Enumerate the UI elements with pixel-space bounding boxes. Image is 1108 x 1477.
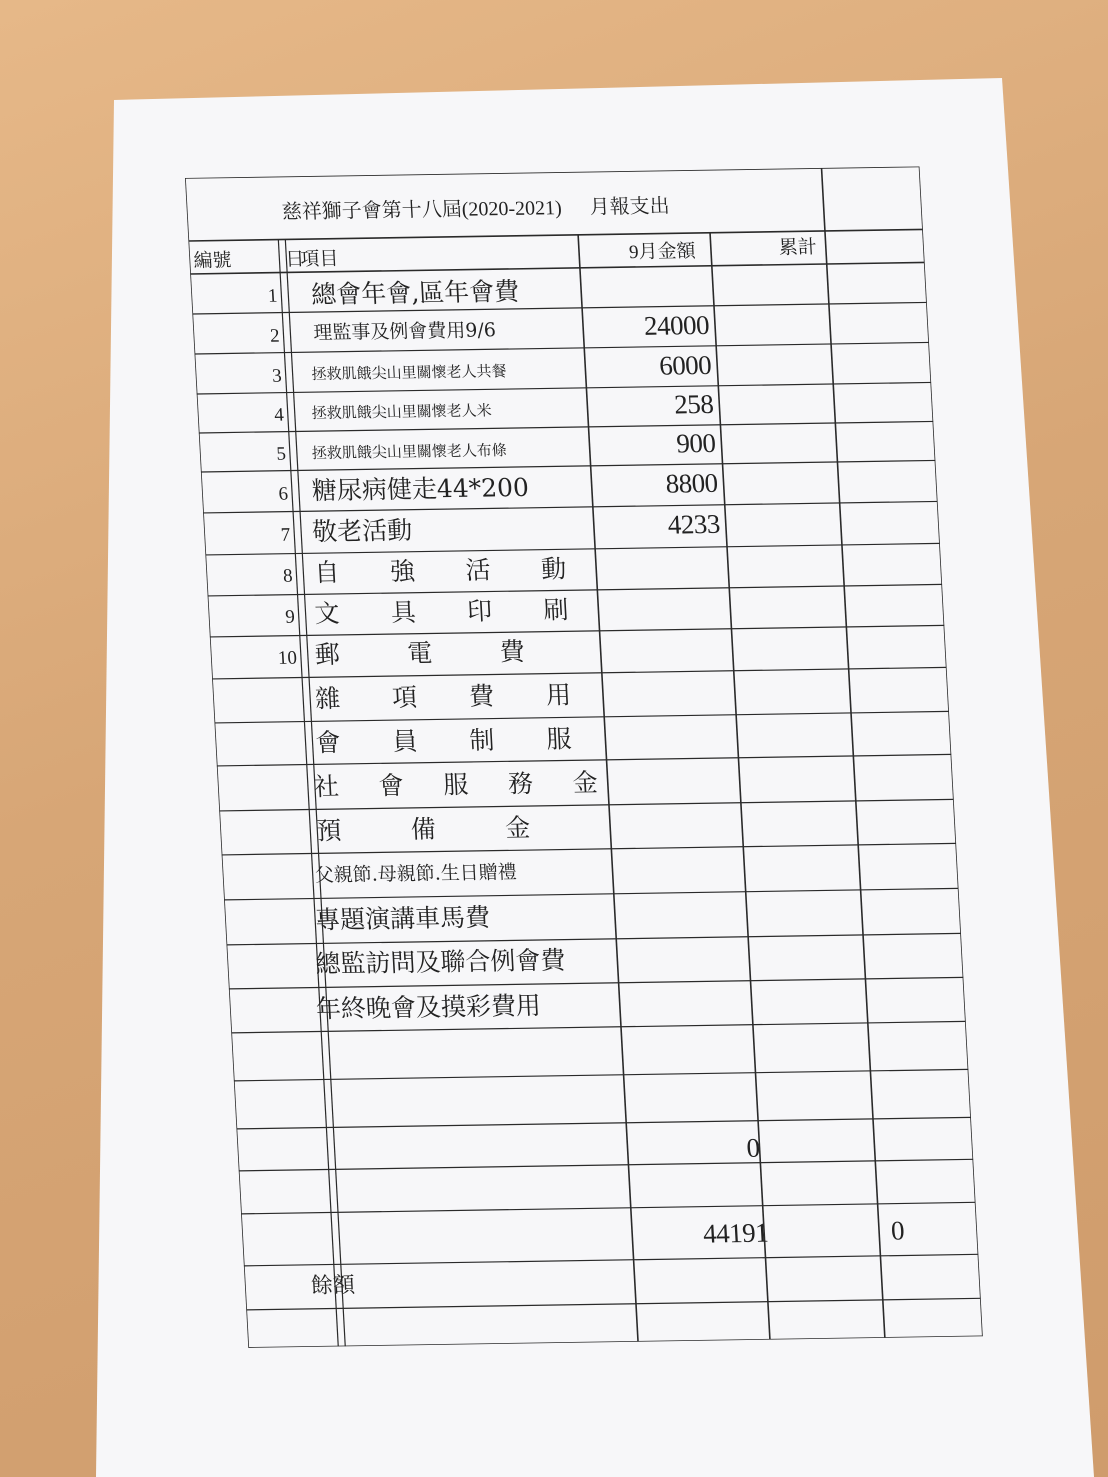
subtotal-amount: 0 bbox=[745, 1132, 761, 1163]
row-item: 敬老活動 bbox=[311, 515, 413, 547]
header-mark: 日 bbox=[284, 249, 306, 271]
row-item: 年終晚會及摸彩費用 bbox=[315, 991, 542, 1024]
row-no: 10 bbox=[277, 647, 298, 669]
row-no: 3 bbox=[271, 365, 283, 387]
row-item: 會 員 制 服 bbox=[314, 724, 573, 758]
row-item: 父親節.母親節.生日贈禮 bbox=[314, 861, 518, 887]
row-no: 5 bbox=[275, 443, 287, 465]
row-no: 1 bbox=[267, 285, 278, 307]
header-cumulative: 累計 bbox=[778, 237, 818, 259]
row-item: 社 會 服 務 金 bbox=[313, 767, 599, 802]
row-no: 7 bbox=[280, 524, 291, 546]
row-item: 郵 電 費 bbox=[314, 637, 526, 670]
row-amount: 24000 bbox=[643, 309, 710, 341]
row-item: 文 具 印 刷 bbox=[313, 595, 570, 629]
row-no: 9 bbox=[284, 606, 296, 628]
row-item: 糖尿病健走44*200 bbox=[311, 472, 530, 506]
row-amount: 258 bbox=[673, 388, 715, 420]
row-amount: 4233 bbox=[667, 508, 721, 540]
total-cumulative: 0 bbox=[890, 1215, 905, 1246]
balance-label: 餘額 bbox=[310, 1272, 356, 1298]
total-amount: 44191 bbox=[702, 1217, 769, 1249]
row-item: 拯救肌餓尖山里關懷老人米 bbox=[311, 401, 493, 423]
row-no: 6 bbox=[278, 483, 289, 505]
row-item: 拯救肌餓尖山里關懷老人共餐 bbox=[311, 362, 507, 384]
report-subtitle: 月報支出 bbox=[589, 195, 671, 219]
header-item: 項目 bbox=[299, 248, 339, 271]
row-item: 預 備 金 bbox=[315, 813, 531, 846]
row-item: 總會年會,區年會費 bbox=[310, 276, 520, 310]
row-no: 2 bbox=[269, 325, 281, 347]
report-title-text: 慈祥獅子會第十八屆(2020-2021) bbox=[281, 197, 563, 224]
row-item: 自 強 活 動 bbox=[313, 554, 567, 588]
header-no: 編號 bbox=[192, 250, 233, 272]
row-amount: 6000 bbox=[658, 349, 712, 381]
header-amount: 9月金額 bbox=[628, 241, 697, 264]
row-item: 專題演講車馬費 bbox=[314, 902, 491, 935]
row-amount: 8800 bbox=[664, 467, 719, 499]
row-item: 雜 項 費 用 bbox=[314, 680, 572, 714]
row-item: 總監訪問及聯合例會費 bbox=[314, 945, 567, 979]
row-no: 8 bbox=[282, 565, 294, 587]
expense-report-form bbox=[185, 166, 983, 1347]
row-item: 理監事及例會費用9/6 bbox=[312, 319, 497, 345]
table-grid bbox=[185, 166, 983, 1347]
row-no: 4 bbox=[273, 404, 285, 426]
row-item: 拯救肌餓尖山里關懷老人布條 bbox=[311, 441, 508, 463]
row-amount: 900 bbox=[675, 427, 717, 459]
